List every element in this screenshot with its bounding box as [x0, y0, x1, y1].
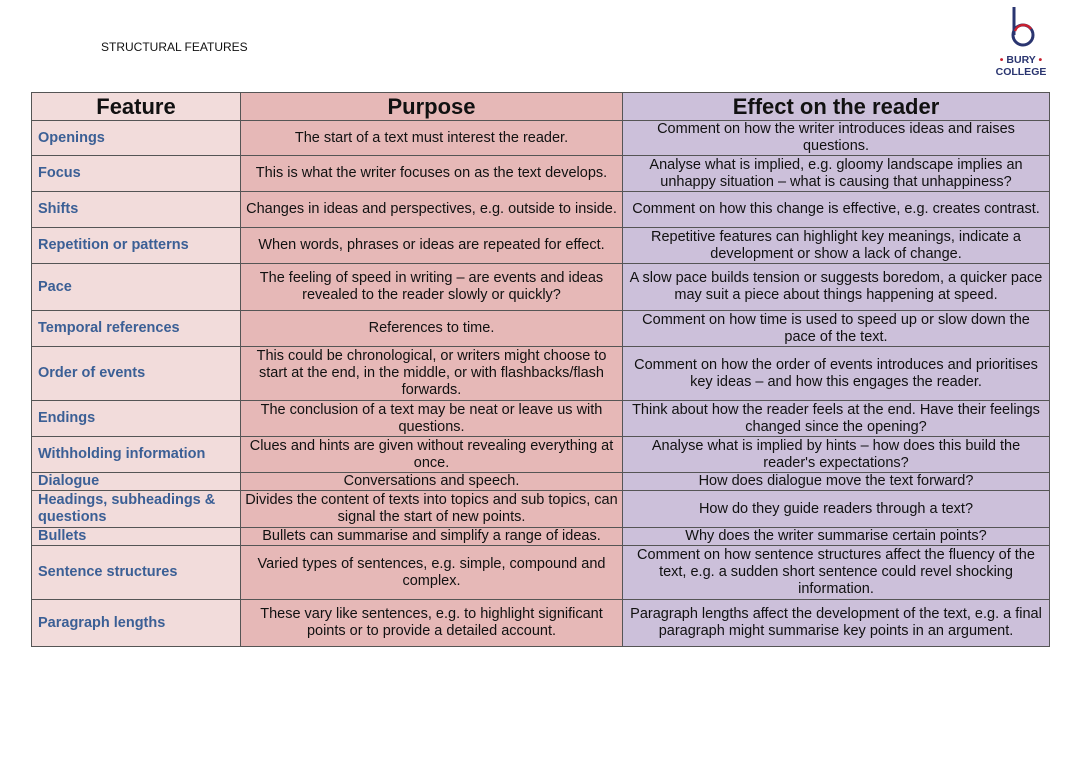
table-row [32, 121, 1050, 156]
table-row [32, 347, 1050, 401]
effect-cell: Comment on how the order of events introduces and prioritises key ideas – and how this engages the reader. [623, 347, 1050, 401]
purpose-cell: The conclusion of a text may be neat or leave us with questions. [241, 401, 623, 437]
effect-cell: Analyse what is implied, e.g. gloomy landscape implies an unhappy situation – what is causing that unhappiness? [623, 156, 1050, 192]
effect-cell: Repetitive features can highlight key meanings, indicate a development or show a lack of change. [623, 228, 1050, 264]
header-row [32, 93, 1050, 121]
feature-cell: Dialogue [32, 473, 241, 491]
purpose-cell: This is what the writer focuses on as the text develops. [241, 156, 623, 192]
effect-cell: Analyse what is implied by hints – how does this build the reader's expectations? [623, 437, 1050, 473]
table-row [32, 156, 1050, 192]
purpose-cell: Varied types of sentences, e.g. simple, compound and complex. [241, 546, 623, 600]
purpose-cell: Divides the content of texts into topics and sub topics, can signal the start of new points. [241, 491, 623, 528]
feature-cell: Withholding information [32, 437, 241, 473]
table-row [32, 401, 1050, 437]
table-row [32, 600, 1050, 647]
feature-cell: Sentence structures [32, 546, 241, 600]
purpose-cell: References to time. [241, 311, 623, 347]
effect-cell: Comment on how the writer introduces ideas and raises questions. [623, 121, 1050, 156]
table-row [32, 473, 1050, 491]
effect-cell: How do they guide readers through a text? [623, 491, 1050, 528]
feature-cell: Order of events [32, 347, 241, 401]
header-effect: Effect on the reader [623, 93, 1050, 121]
purpose-cell: This could be chronological, or writers might choose to start at the end, in the middle, or with flashbacks/flash forwards. [241, 347, 623, 401]
table-row [32, 437, 1050, 473]
purpose-cell: These vary like sentences, e.g. to highlight significant points or to provide a detailed account. [241, 600, 623, 647]
effect-cell: Comment on how time is used to speed up or slow down the pace of the text. [623, 311, 1050, 347]
effect-cell: How does dialogue move the text forward? [623, 473, 1050, 491]
feature-cell: Headings, subheadings & questions [32, 491, 241, 528]
effect-cell: Think about how the reader feels at the end. Have their feelings changed since the opening? [623, 401, 1050, 437]
header-purpose: Purpose [241, 93, 623, 121]
purpose-cell: The feeling of speed in writing – are events and ideas revealed to the reader slowly or quickly? [241, 264, 623, 311]
effect-cell: Paragraph lengths affect the development of the text, e.g. a final paragraph might summarise key points in an argument. [623, 600, 1050, 647]
table-row [32, 192, 1050, 228]
feature-cell: Shifts [32, 192, 241, 228]
purpose-cell: The start of a text must interest the reader. [241, 121, 623, 156]
feature-cell: Openings [32, 121, 241, 156]
header-feature: Feature [32, 93, 241, 121]
feature-cell: Paragraph lengths [32, 600, 241, 647]
table-row [32, 228, 1050, 264]
feature-cell: Repetition or patterns [32, 228, 241, 264]
effect-cell: A slow pace builds tension or suggests boredom, a quicker pace may suit a piece about things happening at speed. [623, 264, 1050, 311]
purpose-cell: Conversations and speech. [241, 473, 623, 491]
effect-cell: Why does the writer summarise certain points? [623, 528, 1050, 546]
table-row [32, 546, 1050, 600]
table-row [32, 491, 1050, 528]
structural-features-table [31, 92, 1050, 647]
table-row [32, 311, 1050, 347]
table-row [32, 528, 1050, 546]
table-row [32, 264, 1050, 311]
feature-cell: Temporal references [32, 311, 241, 347]
purpose-cell: When words, phrases or ideas are repeated for effect. [241, 228, 623, 264]
feature-cell: Focus [32, 156, 241, 192]
feature-cell: Pace [32, 264, 241, 311]
bury-college-logo: • BURY • COLLEGE [990, 5, 1052, 80]
purpose-cell: Changes in ideas and perspectives, e.g. outside to inside. [241, 192, 623, 228]
document-title: STRUCTURAL FEATURES [101, 40, 248, 54]
effect-cell: Comment on how sentence structures affect the fluency of the text, e.g. a sudden short sentence could revel shocking information. [623, 546, 1050, 600]
effect-cell: Comment on how this change is effective, e.g. creates contrast. [623, 192, 1050, 228]
purpose-cell: Clues and hints are given without revealing everything at once. [241, 437, 623, 473]
feature-cell: Bullets [32, 528, 241, 546]
purpose-cell: Bullets can summarise and simplify a range of ideas. [241, 528, 623, 546]
logo-b-icon [1001, 5, 1041, 49]
logo-line2: COLLEGE [995, 66, 1047, 78]
logo-line1: BURY [1006, 54, 1036, 66]
feature-cell: Endings [32, 401, 241, 437]
